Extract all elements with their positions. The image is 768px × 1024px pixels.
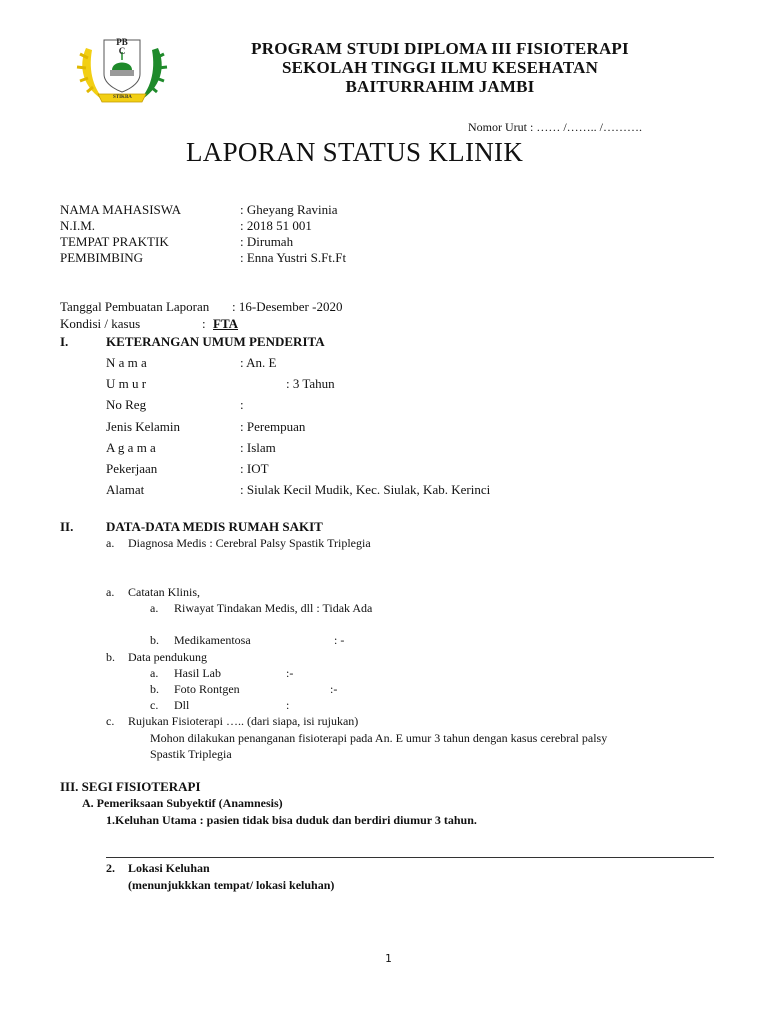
patient-label: N a m a bbox=[106, 355, 147, 370]
pendukung-marker: b. bbox=[106, 650, 115, 664]
medikamentosa-value: : - bbox=[334, 633, 345, 647]
tanggal-value: : 16-Desember -2020 bbox=[232, 299, 343, 314]
kondisi-colon: : bbox=[202, 316, 206, 331]
patient-label: No Reg bbox=[106, 397, 147, 412]
dll-value: : bbox=[286, 698, 290, 712]
logo-caption: STIKBA bbox=[113, 95, 132, 100]
lokasi-title: Lokasi Keluhan bbox=[128, 861, 210, 875]
nomor-urut: Nomor Urut : …… /…….. /………. bbox=[468, 120, 642, 134]
rujukan-marker: c. bbox=[106, 714, 115, 728]
page-title: LAPORAN STATUS KLINIK bbox=[186, 137, 524, 167]
patient-value: : Siulak Kecil Mudik, Kec. Siulak, Kab. Kerinci bbox=[240, 482, 491, 497]
patient-value: : An. E bbox=[240, 355, 277, 370]
student-label: PEMBIMBING bbox=[60, 250, 144, 265]
medikamentosa-marker: b. bbox=[150, 633, 159, 647]
patient-label: Alamat bbox=[106, 482, 145, 497]
patient-label: Pekerjaan bbox=[106, 461, 158, 476]
patient-value: : IOT bbox=[240, 461, 269, 476]
rujukan-line: Spastik Triplegia bbox=[150, 747, 232, 761]
hasil-lab-marker: a. bbox=[150, 666, 159, 680]
patient-value: : 3 Tahun bbox=[286, 376, 335, 391]
student-label: NAMA MAHASISWA bbox=[60, 202, 181, 217]
page-number: 1 bbox=[385, 952, 392, 965]
patient-value: : Islam bbox=[240, 440, 276, 455]
keluhan-utama: 1.Keluhan Utama : pasien tidak bisa duduk dan berdiri diumur 3 tahun. bbox=[106, 813, 477, 827]
student-value: : Enna Yustri S.Ft.Ft bbox=[240, 250, 347, 265]
diagnosa-marker: a. bbox=[106, 536, 115, 550]
patient-value: : bbox=[240, 397, 244, 412]
catatan-text: Catatan Klinis, bbox=[128, 585, 200, 599]
dll-marker: c. bbox=[150, 698, 159, 712]
foto-value: :- bbox=[330, 682, 338, 696]
hasil-lab-value: :- bbox=[286, 666, 294, 680]
rujukan-text: Rujukan Fisioterapi ….. (dari siapa, isi rujukan) bbox=[128, 714, 359, 728]
patient-label: Jenis Kelamin bbox=[106, 419, 181, 434]
header-city: BAITURRAHIM JAMBI bbox=[345, 77, 535, 96]
student-label: TEMPAT PRAKTIK bbox=[60, 234, 169, 249]
pendukung-text: Data pendukung bbox=[128, 650, 207, 664]
kondisi-label: Kondisi / kasus bbox=[60, 316, 141, 331]
student-label: N.I.M. bbox=[60, 218, 96, 233]
patient-label: A g a m a bbox=[106, 440, 156, 455]
patient-label: U m u r bbox=[106, 376, 147, 391]
answer-line bbox=[106, 857, 714, 858]
foto-marker: b. bbox=[150, 682, 159, 696]
diagnosa-text: Diagnosa Medis : Cerebral Palsy Spastik Triplegia bbox=[128, 536, 371, 550]
dll-label: Dll bbox=[174, 698, 190, 712]
lokasi-sub: (menunjukkkan tempat/ lokasi keluhan) bbox=[128, 878, 335, 892]
header-program: PROGRAM STUDI DIPLOMA III FISIOTERAPI bbox=[251, 39, 629, 58]
riwayat-marker: a. bbox=[150, 601, 159, 615]
hasil-lab-label: Hasil Lab bbox=[174, 666, 221, 680]
patient-value: : Perempuan bbox=[240, 419, 306, 434]
lokasi-number: 2. bbox=[106, 861, 115, 875]
student-value: : 2018 51 001 bbox=[240, 218, 312, 233]
section1-title: KETERANGAN UMUM PENDERITA bbox=[106, 334, 325, 349]
student-value: : Gheyang Ravinia bbox=[240, 202, 338, 217]
section2-number: II. bbox=[60, 519, 74, 534]
riwayat-text: Riwayat Tindakan Medis, dll : Tidak Ada bbox=[174, 601, 373, 615]
header-school: SEKOLAH TINGGI ILMU KESEHATAN bbox=[281, 58, 599, 77]
foto-label: Foto Rontgen bbox=[174, 682, 240, 696]
section2-title: DATA-DATA MEDIS RUMAH SAKIT bbox=[106, 519, 323, 534]
tanggal-label: Tanggal Pembuatan Laporan bbox=[60, 299, 210, 314]
rujukan-line: Mohon dilakukan penanganan fisioterapi pada An. E umur 3 tahun dengan kasus cerebral palsy bbox=[150, 731, 608, 745]
section1-number: I. bbox=[60, 334, 69, 349]
catatan-marker: a. bbox=[106, 585, 115, 599]
section3-sub-a: A. Pemeriksaan Subyektif (Anamnesis) bbox=[82, 796, 283, 810]
logo-letters: PB C bbox=[116, 37, 128, 57]
student-value: : Dirumah bbox=[240, 234, 294, 249]
kondisi-value: FTA bbox=[213, 316, 239, 331]
section3-title: III. SEGI FISIOTERAPI bbox=[60, 779, 201, 794]
medikamentosa-label: Medikamentosa bbox=[174, 633, 251, 647]
